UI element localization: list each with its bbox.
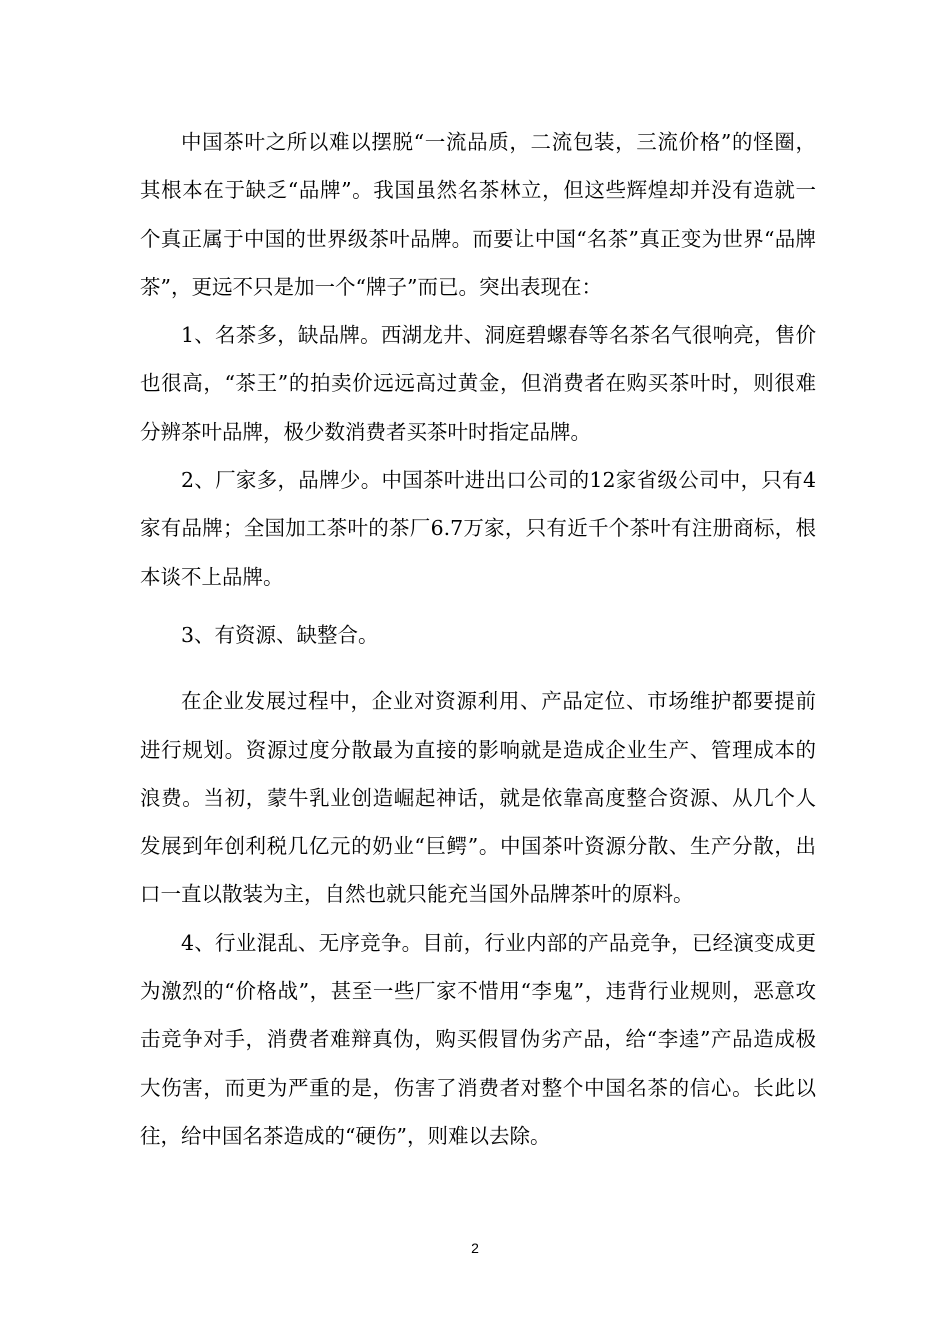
paragraph-intro: 中国茶叶之所以难以摆脱“一流品质，二流包装，三流价格”的怪圈，其根本在于缺乏“品牌”。我国虽然名茶林立，但这些辉煌却并没有造就一个真正属于中国的世界级茶叶品牌。而要让中国“名茶”真正变为世界“品牌茶”，更远不只是加一个“牌子”而已。突出表现在： <box>140 130 816 299</box>
paragraph-point-2: 2、厂家多，品牌少。中国茶叶进出口公司的12家省级公司中，只有4家有品牌；全国加工茶叶的茶厂6.7万家，只有近千个茶叶有注册商标，根本谈不上品牌。 <box>140 468 816 589</box>
paragraph-point-1: 1、名茶多，缺品牌。西湖龙井、洞庭碧螺春等名茶名气很响亮，售价也很高，“茶王”的拍卖价远远高过黄金，但消费者在购买茶叶时，则很难分辨茶叶品牌，极少数消费者买茶叶时指定品牌。 <box>140 323 816 444</box>
paragraph-integration: 在企业发展过程中，企业对资源利用、产品定位、市场维护都要提前进行规划。资源过度分散最为直接的影响就是造成企业生产、管理成本的浪费。当初，蒙牛乳业创造崛起神话，就是依靠高度整合资源、从几个人发展到年创利税几亿元的奶业“巨鳄”。中国茶叶资源分散、生产分散，出口一直以散装为主，自然也就只能充当国外品牌茶叶的原料。 <box>140 689 816 907</box>
document-body <box>140 118 816 1160</box>
paragraph-point-3: 3、有资源、缺整合。 <box>181 622 379 647</box>
page-number: 2 <box>471 1240 479 1256</box>
paragraph-point-4: 4、行业混乱、无序竞争。目前，行业内部的产品竞争，已经演变成更为激烈的“价格战”，甚至一些厂家不惜用“李鬼”，违背行业规则，恶意攻击竞争对手，消费者难辩真伪，购买假冒伪劣产品，给“李逵”产品造成极大伤害，而更为严重的是，伤害了消费者对整个中国名茶的信心。长此以往，给中国名茶造成的“硬伤”，则难以去除。 <box>140 930 816 1148</box>
